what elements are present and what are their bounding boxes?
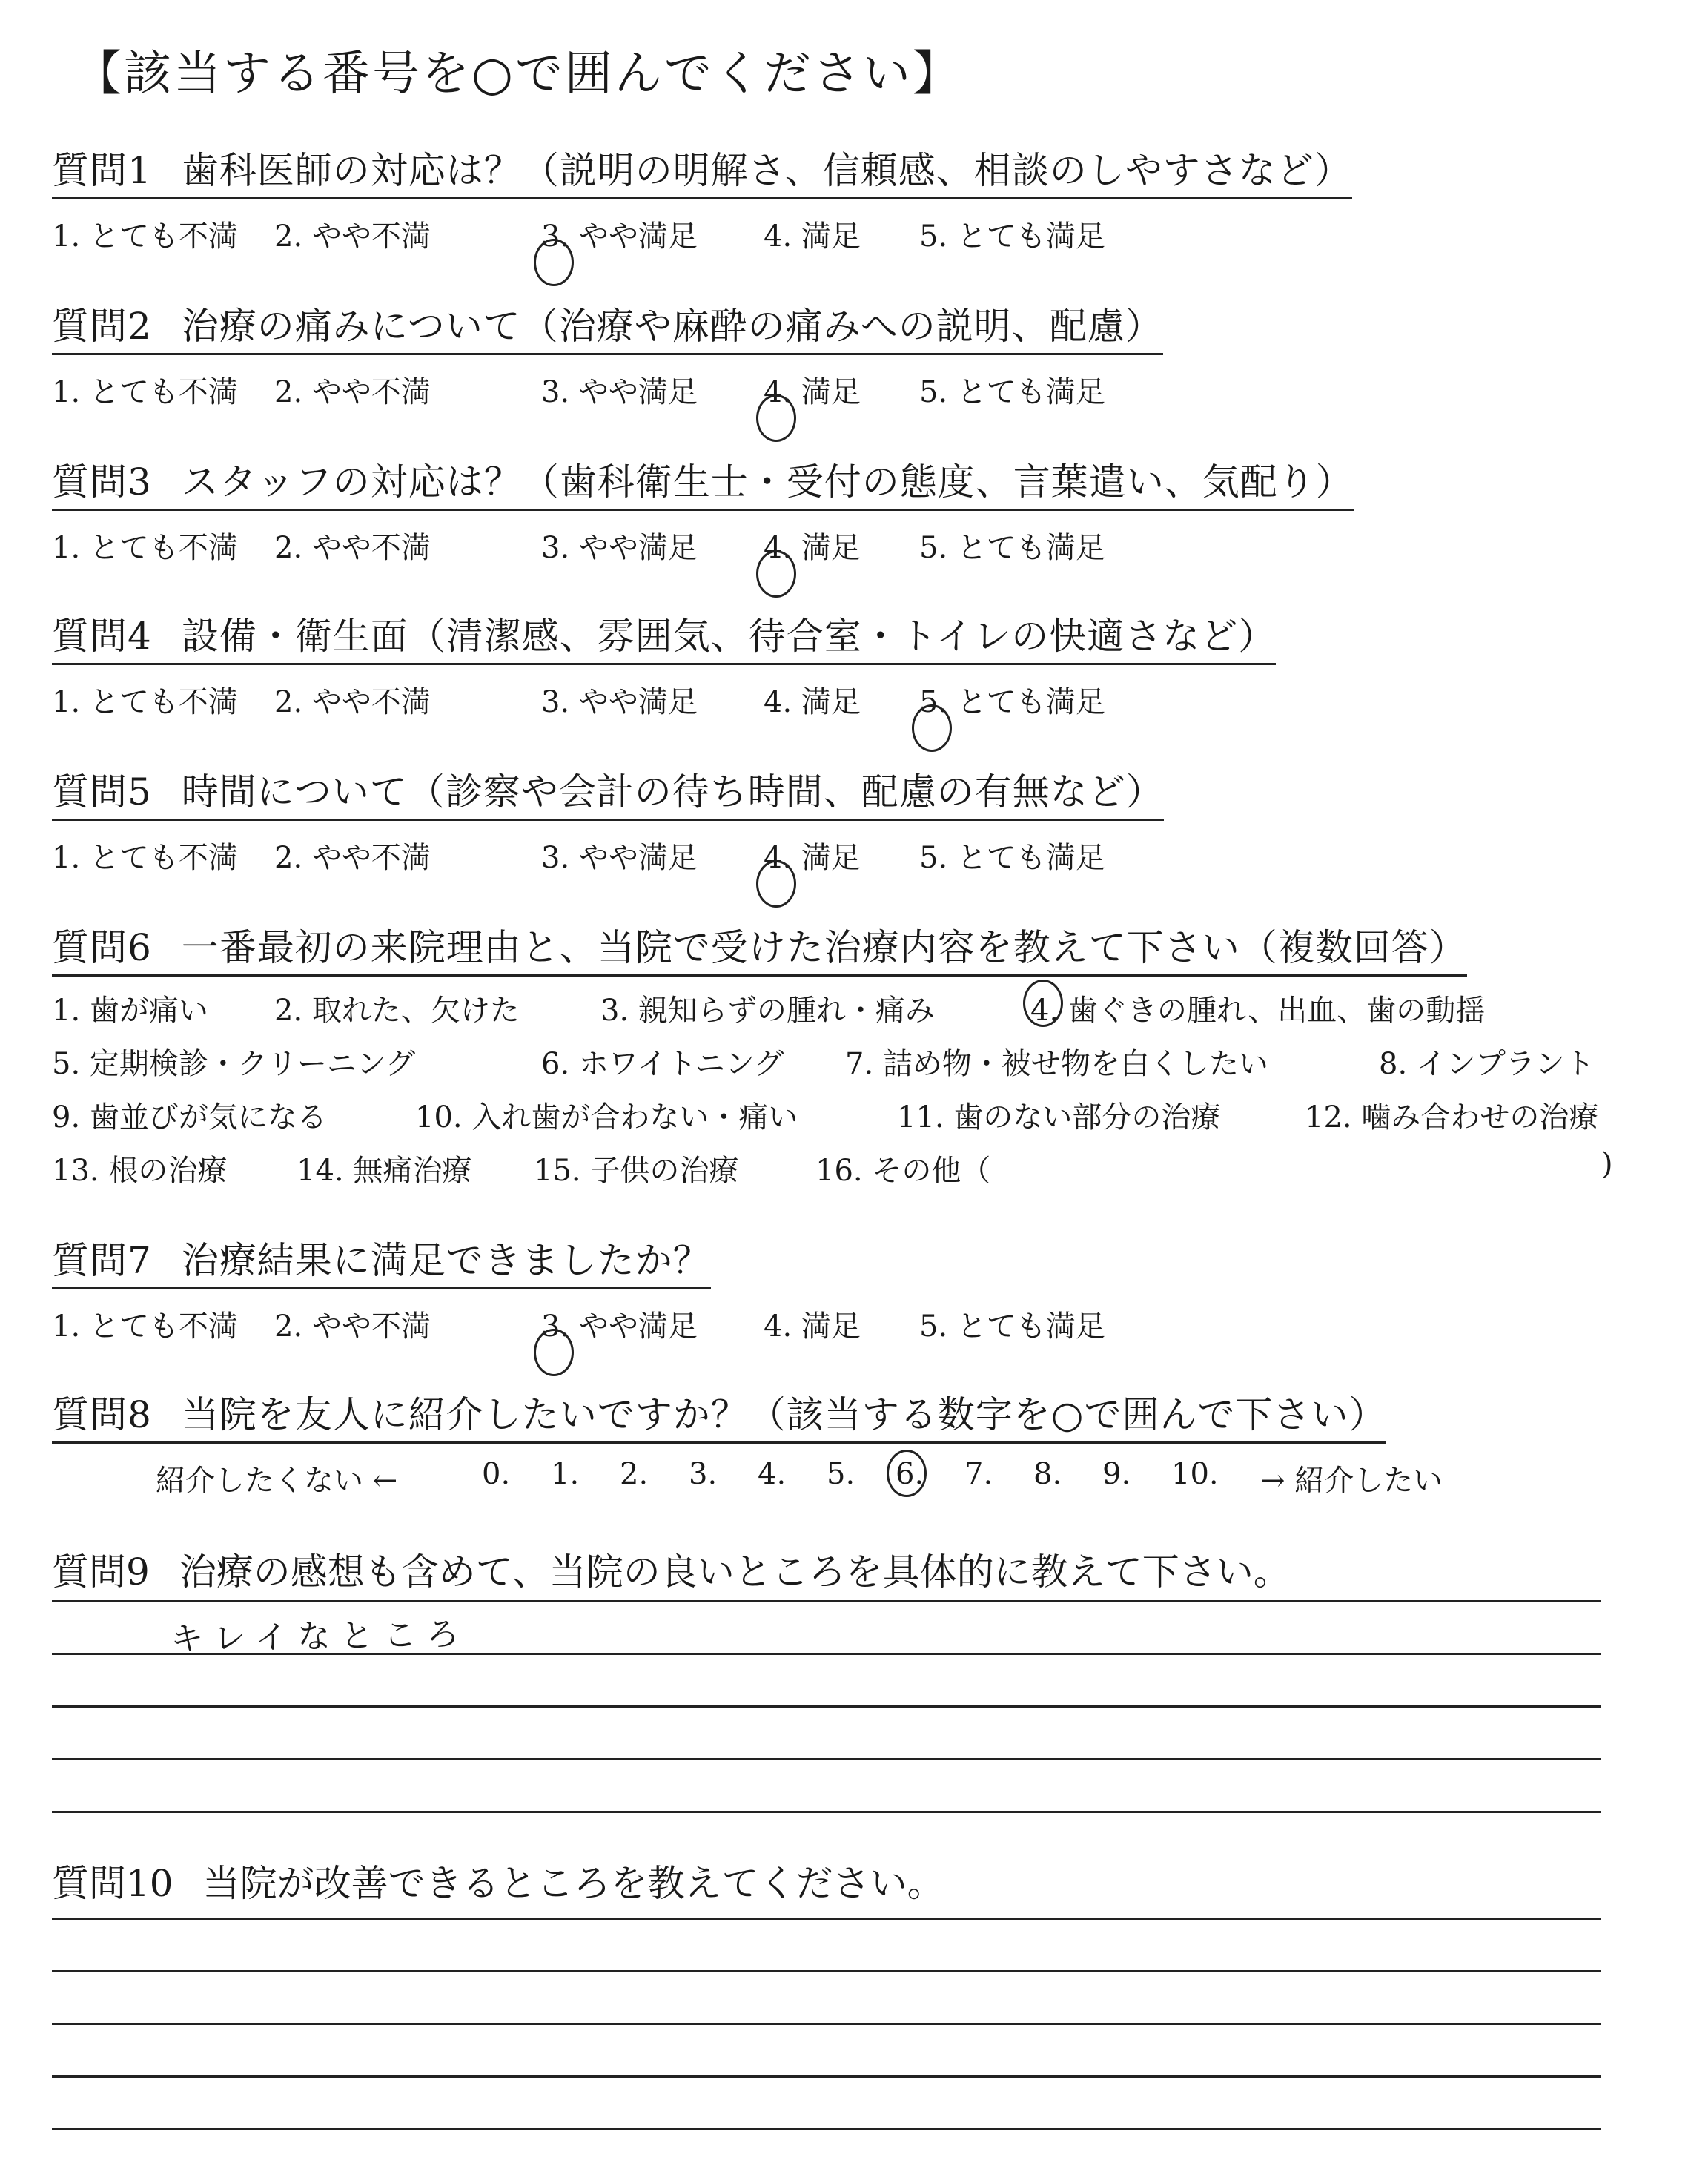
scale-value-0[interactable]: 0.	[482, 1457, 511, 1491]
answer-line	[52, 1920, 1601, 1972]
question-3-text: スタッフの対応は？（歯科衛生士・受付の態度、言葉遣い、気配り）	[181, 460, 1354, 503]
question-1-options	[52, 213, 1352, 254]
answer-line	[52, 1708, 1601, 1760]
question-2	[52, 297, 1163, 410]
question-7	[52, 1231, 1105, 1344]
answer-line	[52, 2025, 1601, 2078]
q6-option-13[interactable]: 13. 根の治療	[52, 1154, 228, 1188]
question-1-text: 歯科医師の対応は？（説明の明解さ、信頼感、相談のしやすさなど）	[181, 149, 1352, 192]
scale-value-5[interactable]: 5.	[827, 1457, 855, 1491]
q6-option-6[interactable]: 6. ホワイトニング	[541, 1047, 784, 1081]
question-1	[52, 141, 1352, 254]
question-6	[52, 918, 1613, 1202]
question-1-label: 質問1	[52, 149, 152, 192]
q5-option-2[interactable]: 2. やや不満	[274, 841, 431, 875]
question-8-text: 当院を友人に紹介したいですか？（該当する数字を○で囲んで下さい）	[181, 1393, 1387, 1436]
q6-option-11[interactable]: 11. 歯のない部分の治療	[897, 1100, 1221, 1135]
question-2-label: 質問2	[52, 305, 152, 348]
question-7-options	[52, 1303, 1105, 1344]
question-7-label: 質問7	[52, 1239, 152, 1282]
question-5-label: 質問5	[52, 770, 152, 813]
answer-line	[52, 1655, 1601, 1708]
q4-option-4[interactable]: 4. 満足	[764, 685, 861, 719]
answer-circle	[756, 860, 796, 908]
q5-option-5[interactable]: 5. とても満足	[919, 841, 1105, 875]
q2-option-2[interactable]: 2. やや不満	[274, 375, 431, 409]
question-8	[52, 1385, 1443, 1499]
q3-option-5[interactable]: 5. とても満足	[919, 531, 1105, 565]
q7-option-3[interactable]: 3. やや満足	[541, 1303, 698, 1345]
question-6-label: 質問6	[52, 926, 152, 969]
answer-circle	[887, 1450, 927, 1497]
question-4	[52, 607, 1276, 720]
question-4-label: 質問4	[52, 615, 152, 658]
question-9-answer-area[interactable]	[52, 1550, 1601, 1813]
answer-circle	[756, 394, 796, 442]
question-9-label: 質問9	[52, 1550, 150, 1593]
scale-left-label: 紹介したくない ←	[156, 1464, 398, 1498]
answer-line	[52, 1972, 1601, 2025]
q6-option-1[interactable]: 1. 歯が痛い	[52, 994, 208, 1028]
q6-option-16[interactable]: 16. その他（	[815, 1154, 991, 1188]
scale-value-4[interactable]: 4.	[758, 1457, 787, 1491]
answer-circle	[534, 1329, 574, 1376]
scale-value-8[interactable]: 8.	[1033, 1457, 1062, 1491]
question-6-header	[52, 918, 1467, 977]
q6-option-15[interactable]: 15. 子供の治療	[534, 1154, 739, 1188]
question-1-header	[52, 141, 1352, 199]
question-5-text: 時間について（診察や会計の待ち時間、配慮の有無など）	[181, 770, 1164, 813]
question-8-scale	[52, 1457, 1443, 1499]
q4-option-2[interactable]: 2. やや不満	[274, 685, 431, 719]
q3-option-3[interactable]: 3. やや満足	[541, 531, 698, 565]
question-7-header	[52, 1231, 711, 1289]
answer-line	[52, 1550, 1601, 1602]
scale-right-label: → 紹介したい	[1260, 1464, 1443, 1498]
question-2-options	[52, 369, 1163, 410]
q6-option-3[interactable]: 3. 親知らずの腫れ・痛み	[600, 994, 935, 1028]
question-5-header	[52, 762, 1164, 821]
answer-circle	[534, 239, 574, 286]
question-10-text: 当院が改善できるところを教えてください。	[202, 1862, 944, 1905]
question-6-options	[52, 987, 1613, 1202]
answer-circle	[756, 550, 796, 598]
q1-option-3[interactable]: 3. やや満足	[541, 213, 698, 255]
scale-value-2[interactable]: 2.	[620, 1457, 649, 1491]
question-3-options	[52, 524, 1354, 566]
q2-option-3[interactable]: 3. やや満足	[541, 375, 698, 409]
page-title: 【該当する番号を○で囲んでください】	[74, 47, 962, 102]
q6-option-10[interactable]: 10. 入れ歯が合わない・痛い	[415, 1100, 798, 1135]
answer-line	[52, 2078, 1601, 2130]
q1-option-5[interactable]: 5. とても満足	[919, 219, 1105, 254]
answer-line	[52, 1602, 1601, 1659]
q6-option-7[interactable]: 7. 詰め物・被せ物を白くしたい	[845, 1047, 1268, 1081]
q6-option-9[interactable]: 9. 歯並びが気になる	[52, 1100, 327, 1135]
question-3-header	[52, 452, 1354, 511]
question-5-options	[52, 834, 1164, 876]
question-5	[52, 762, 1164, 876]
question-7-text: 治療結果に満足できましたか？	[181, 1239, 711, 1282]
q3-option-1[interactable]: 1. とても不満	[52, 531, 238, 565]
scale-value-10[interactable]: 10.	[1171, 1457, 1219, 1491]
question-10-answer-area[interactable]	[52, 1867, 1601, 2130]
q2-option-5[interactable]: 5. とても満足	[919, 375, 1105, 409]
question-10-label: 質問10	[52, 1862, 173, 1905]
scale-value-6[interactable]: 6.	[896, 1457, 924, 1491]
handwritten-answer: キレイなところ	[170, 1615, 470, 1659]
q7-option-5[interactable]: 5. とても満足	[919, 1309, 1105, 1344]
answer-line	[52, 1867, 1601, 1920]
question-4-text: 設備・衛生面（清潔感、雰囲気、待合室・トイレの快適さなど）	[181, 615, 1277, 658]
q7-option-1[interactable]: 1. とても不満	[52, 1309, 238, 1344]
question-2-text: 治療の痛みについて（治療や麻酔の痛みへの説明、配慮）	[181, 305, 1163, 348]
answer-circle	[912, 704, 952, 752]
q5-option-3[interactable]: 3. やや満足	[541, 841, 698, 875]
question-3-label: 質問3	[52, 460, 152, 503]
q4-option-5[interactable]: 5. とても満足	[919, 678, 1105, 721]
q1-option-4[interactable]: 4. 満足	[764, 219, 861, 254]
q6-option-5[interactable]: 5. 定期検診・クリーニング	[52, 1047, 416, 1081]
q6-option-4[interactable]: 4. 歯ぐきの腫れ、出血、歯の動揺	[1030, 987, 1485, 1029]
q6-option-12[interactable]: 12. 噛み合わせの治療	[1305, 1100, 1599, 1135]
answer-circle	[1023, 980, 1063, 1027]
q2-option-1[interactable]: 1. とても不満	[52, 375, 238, 409]
q6-other-close: )	[1601, 1147, 1613, 1181]
answer-line	[52, 1760, 1601, 1813]
scale-value-9[interactable]: 9.	[1102, 1457, 1131, 1491]
scale-value-3[interactable]: 3.	[689, 1457, 718, 1491]
question-6-text: 一番最初の来院理由と、当院で受けた治療内容を教えて下さい（複数回答）	[181, 926, 1467, 969]
scale-value-1[interactable]: 1.	[551, 1457, 580, 1491]
q5-option-1[interactable]: 1. とても不満	[52, 841, 238, 875]
question-4-header	[52, 607, 1276, 665]
q1-option-2[interactable]: 2. やや不満	[274, 219, 431, 254]
q7-option-4[interactable]: 4. 満足	[764, 1309, 861, 1344]
q6-option-14[interactable]: 14. 無痛治療	[297, 1154, 472, 1188]
q5-option-4[interactable]: 4. 満足	[764, 834, 861, 876]
q4-option-3[interactable]: 3. やや満足	[541, 685, 698, 719]
q7-option-2[interactable]: 2. やや不満	[274, 1309, 431, 1344]
question-8-header	[52, 1385, 1386, 1444]
q1-option-1[interactable]: 1. とても不満	[52, 219, 238, 254]
question-9-text: 治療の感想も含めて、当院の良いところを具体的に教えて下さい。	[179, 1550, 1291, 1593]
question-8-label: 質問8	[52, 1393, 152, 1436]
q4-option-1[interactable]: 1. とても不満	[52, 685, 238, 719]
scale-value-7[interactable]: 7.	[964, 1457, 993, 1491]
question-4-options	[52, 678, 1276, 720]
q2-option-4[interactable]: 4. 満足	[764, 369, 861, 411]
question-3	[52, 452, 1354, 566]
q3-option-2[interactable]: 2. やや不満	[274, 531, 431, 565]
question-2-header	[52, 297, 1163, 355]
q6-option-2[interactable]: 2. 取れた、欠けた	[274, 994, 520, 1028]
q3-option-4[interactable]: 4. 満足	[764, 524, 861, 567]
q6-option-8[interactable]: 8. インプラント	[1379, 1047, 1595, 1081]
